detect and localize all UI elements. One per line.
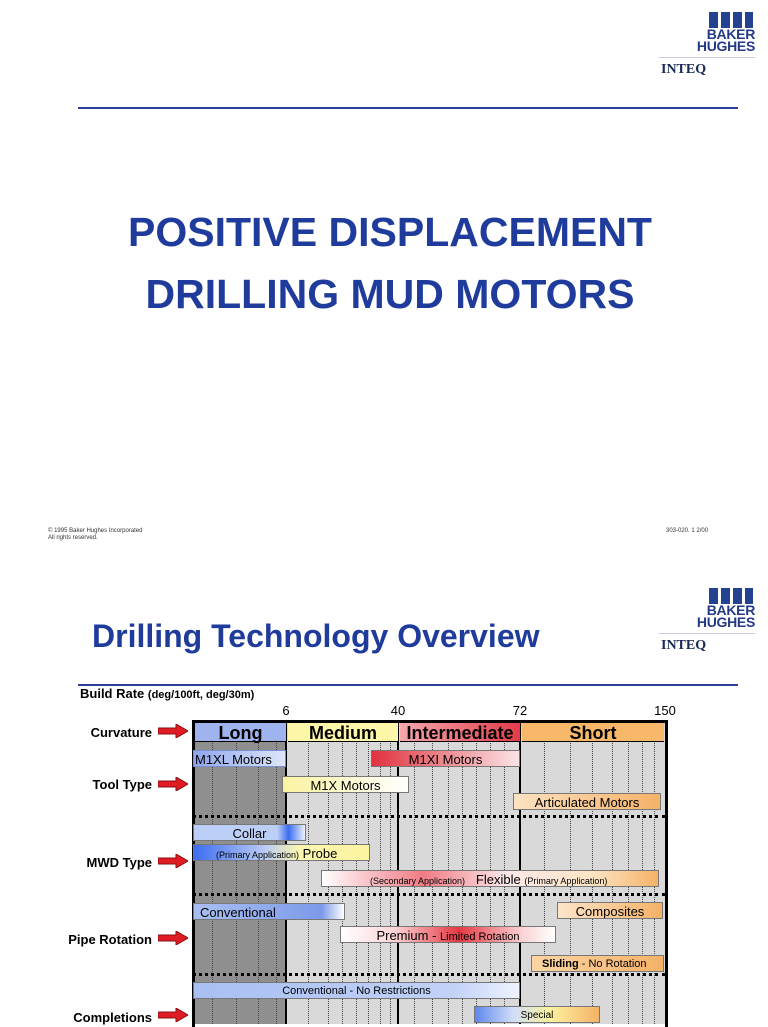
bar-articulated-motors: Articulated Motors [513,793,661,810]
red-arrow-icon [158,931,188,945]
logo-inteq: INTEQ [661,638,707,653]
sliding-label: Sliding [542,958,579,970]
premium-limited-note: Limited Rotation [440,931,520,943]
logo-word-hughes: HUGHES [696,38,755,54]
red-arrow-icon [158,854,188,868]
logo-rule [659,633,755,634]
bar-collar: Collar [193,824,306,841]
red-arrow-icon [158,1008,188,1022]
header-long: Long [195,723,286,742]
flexible-secondary-note: (Secondary Application) [370,876,466,886]
build-rate-text: Build Rate [80,686,145,701]
main-title-line1: POSITIVE DISPLACEMENT [128,209,652,255]
red-arrow-icon [158,724,188,738]
logo-rule [659,57,755,58]
bar-premium [340,926,556,943]
probe-label: Probe [302,846,338,861]
slide-title: Drilling Technology Overview [92,618,540,654]
bar-sliding [531,955,664,972]
bar-conventional-no-restrictions: Conventional - No Restrictions [193,982,520,999]
build-rate-label [80,686,254,701]
red-arrow-icon [158,777,188,791]
tick-6: 6 [282,703,290,718]
logo-inteq: INTEQ [661,62,707,77]
bar-composites: Composites [557,902,663,919]
bar-m1xi-motors: M1XI Motors [371,750,520,767]
premium-label: Premium - [376,928,437,943]
bar-flexible [321,870,659,887]
bar-m1x-motors: M1X Motors [282,776,409,793]
logo-word-baker: BAKER [706,602,755,618]
flexible-label: Flexible [475,872,521,887]
slide-code: 303-020. 1 2/00 [666,528,709,534]
row-label-curvature: Curvature [90,725,152,740]
row-label-tool-type: Tool Type [92,777,152,792]
copyright-line1: © 1995 Baker Hughes Incorporated [48,528,143,534]
header-short: Short [522,723,664,742]
row-label-pipe-rotation: Pipe Rotation [68,932,152,947]
logo-baker-hughes-2 [659,588,755,658]
tick-150: 150 [654,703,676,718]
bar-probe [193,844,370,861]
probe-primary-note: (Primary Application) [216,850,300,860]
header-medium: Medium [288,723,398,742]
flexible-primary-note: (Primary Application) [524,876,608,886]
row-label-mwd-type: MWD Type [86,855,152,870]
row-label-completions: Completions [73,1010,152,1025]
bar-m1xl-motors: M1XL Motors [193,750,286,767]
bar-conventional: Conventional [193,903,345,920]
header-rule-1 [78,107,738,109]
logo-word-baker: BAKER [706,26,755,42]
logo-word-hughes: HUGHES [696,614,755,630]
tick-72: 72 [512,703,528,718]
sliding-note: - No Rotation [581,958,647,970]
logo-baker-hughes-1 [659,12,755,82]
main-title-line2: DRILLING MUD MOTORS [145,271,635,317]
tick-40: 40 [390,703,406,718]
bar-special: Special [474,1006,600,1023]
header-intermediate: Intermediate [400,723,520,742]
build-rate-units: (deg/100ft, deg/30m) [147,689,255,701]
copyright-line2: All rights reserved. [48,535,98,541]
